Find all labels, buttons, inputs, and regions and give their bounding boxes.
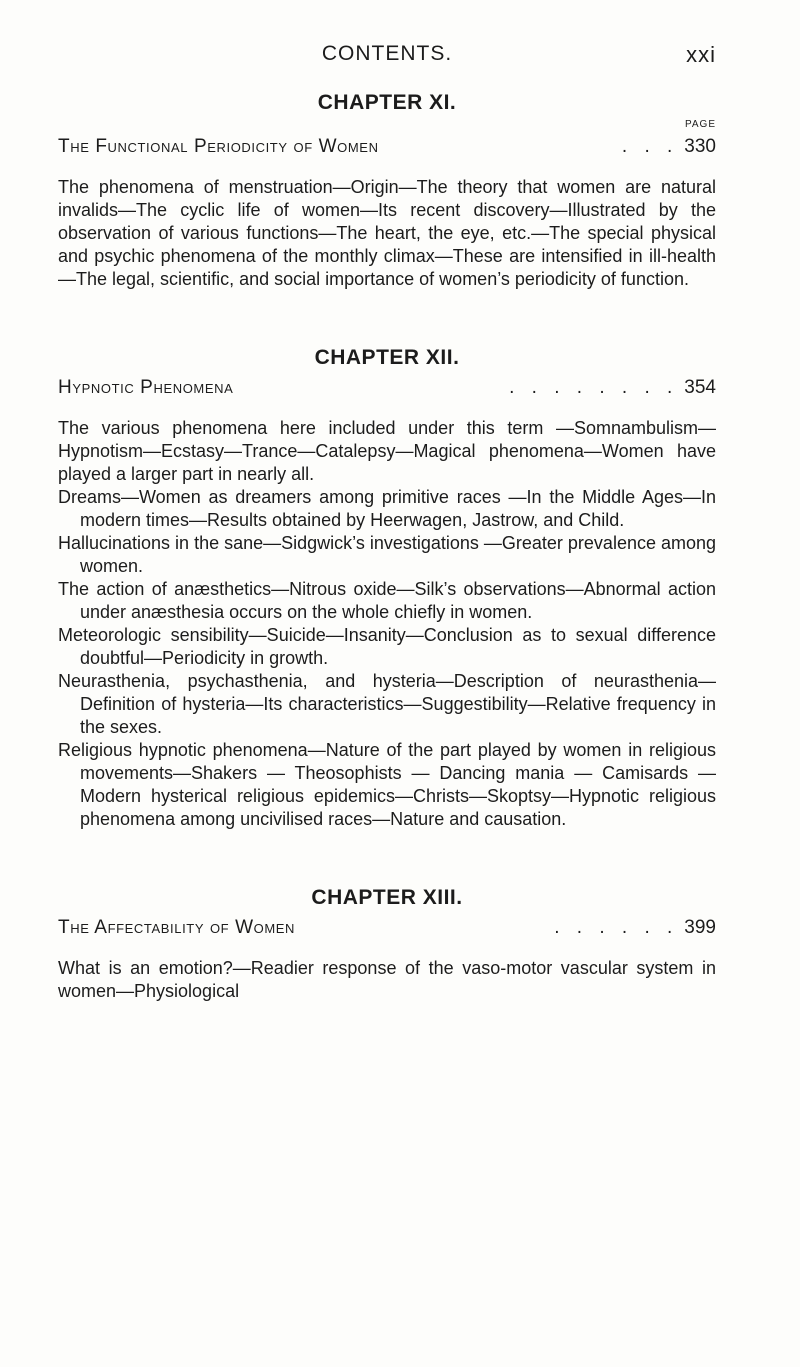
chapter-xii: [58, 343, 716, 831]
summary-paragraph: What is an emotion?—Readier response of the vaso-motor vascular system in women—Physiological: [58, 958, 716, 1001]
page-column-label: PAGE: [684, 119, 716, 130]
chapter-xi: [58, 88, 716, 291]
toc-entry-title: Hypnotic Phenomena: [58, 377, 234, 398]
summary-paragraph: Meteorologic sensibility—Suicide—Insanity—Conclusion as to sexual difference doubtful—Periodicity in growth.: [58, 625, 716, 668]
leader-dots: . . .: [621, 136, 679, 157]
chapter-summary: [58, 957, 716, 1003]
summary-paragraph: Dreams—Women as dreamers among primitive races —In the Middle Ages—In modern times—Results obtained by Heerwagen, Jastrow, and Child.: [58, 487, 716, 530]
chapter-summary: [58, 176, 716, 291]
toc-entry-page: 330: [684, 136, 716, 157]
chapter-heading: CHAPTER XIII.: [311, 886, 463, 909]
chapter-heading: CHAPTER XII.: [314, 346, 460, 369]
leader-dots: . . . . . . . .: [509, 377, 679, 398]
chapter-heading: CHAPTER XI.: [317, 91, 457, 114]
summary-paragraph: The various phenomena here included under this term —Somnambulism—Hypnotism—Ecstasy—Trance—Catalepsy—Magical phenomena—Women have played a larger part in nearly all.: [58, 418, 716, 484]
toc-entry-title: The Functional Periodicity of Women: [58, 136, 379, 157]
book-page: [58, 0, 716, 1003]
toc-entry[interactable]: [58, 913, 716, 943]
summary-paragraph: The action of anæsthetics—Nitrous oxide—Silk’s observations—Abnormal action under anæsthesia occurs on the whole chiefly in women.: [58, 579, 716, 622]
summary-paragraph: Neurasthenia, psychasthenia, and hysteria—Description of neurasthenia—Definition of hysteria—Its characteristics—Suggestibility—Relative frequency in the sexes.: [58, 671, 716, 737]
summary-paragraph: Hallucinations in the sane—Sidgwick’s investigations —Greater prevalence among women.: [58, 533, 717, 576]
running-title: CONTENTS.: [321, 42, 453, 65]
chapter-xiii: [58, 883, 716, 1003]
toc-entry[interactable]: [58, 373, 716, 403]
page-number: xxi: [686, 42, 716, 67]
toc-entry-page: 354: [684, 377, 716, 398]
toc-entry-page: 399: [684, 917, 716, 938]
running-head: [58, 42, 716, 82]
chapter-summary: [58, 417, 716, 831]
toc-entry[interactable]: [58, 132, 716, 162]
summary-paragraph: The phenomena of menstruation—Origin—The theory that women are natural invalids—The cyclic life of women—Its recent discovery—Illustrated by the observation of various functions—The heart, the eye, etc.—The special physical and psychic phenomena of the monthly climax—These are intensified in ill-health—The legal, scientific, and social importance of women’s periodicity of function.: [58, 177, 716, 289]
leader-dots: . . . . . .: [554, 917, 679, 938]
toc-entry-title: The Affectability of Women: [58, 917, 296, 938]
summary-paragraph: Religious hypnotic phenomena—Nature of the part played by women in religious movements—Shakers — Theosophists — Dancing mania — Camisards — Modern hysterical religious epidemics—Christs—Skoptsy—Hypnotic religious phenomena among uncivilised races—Nature and causation.: [58, 740, 716, 829]
